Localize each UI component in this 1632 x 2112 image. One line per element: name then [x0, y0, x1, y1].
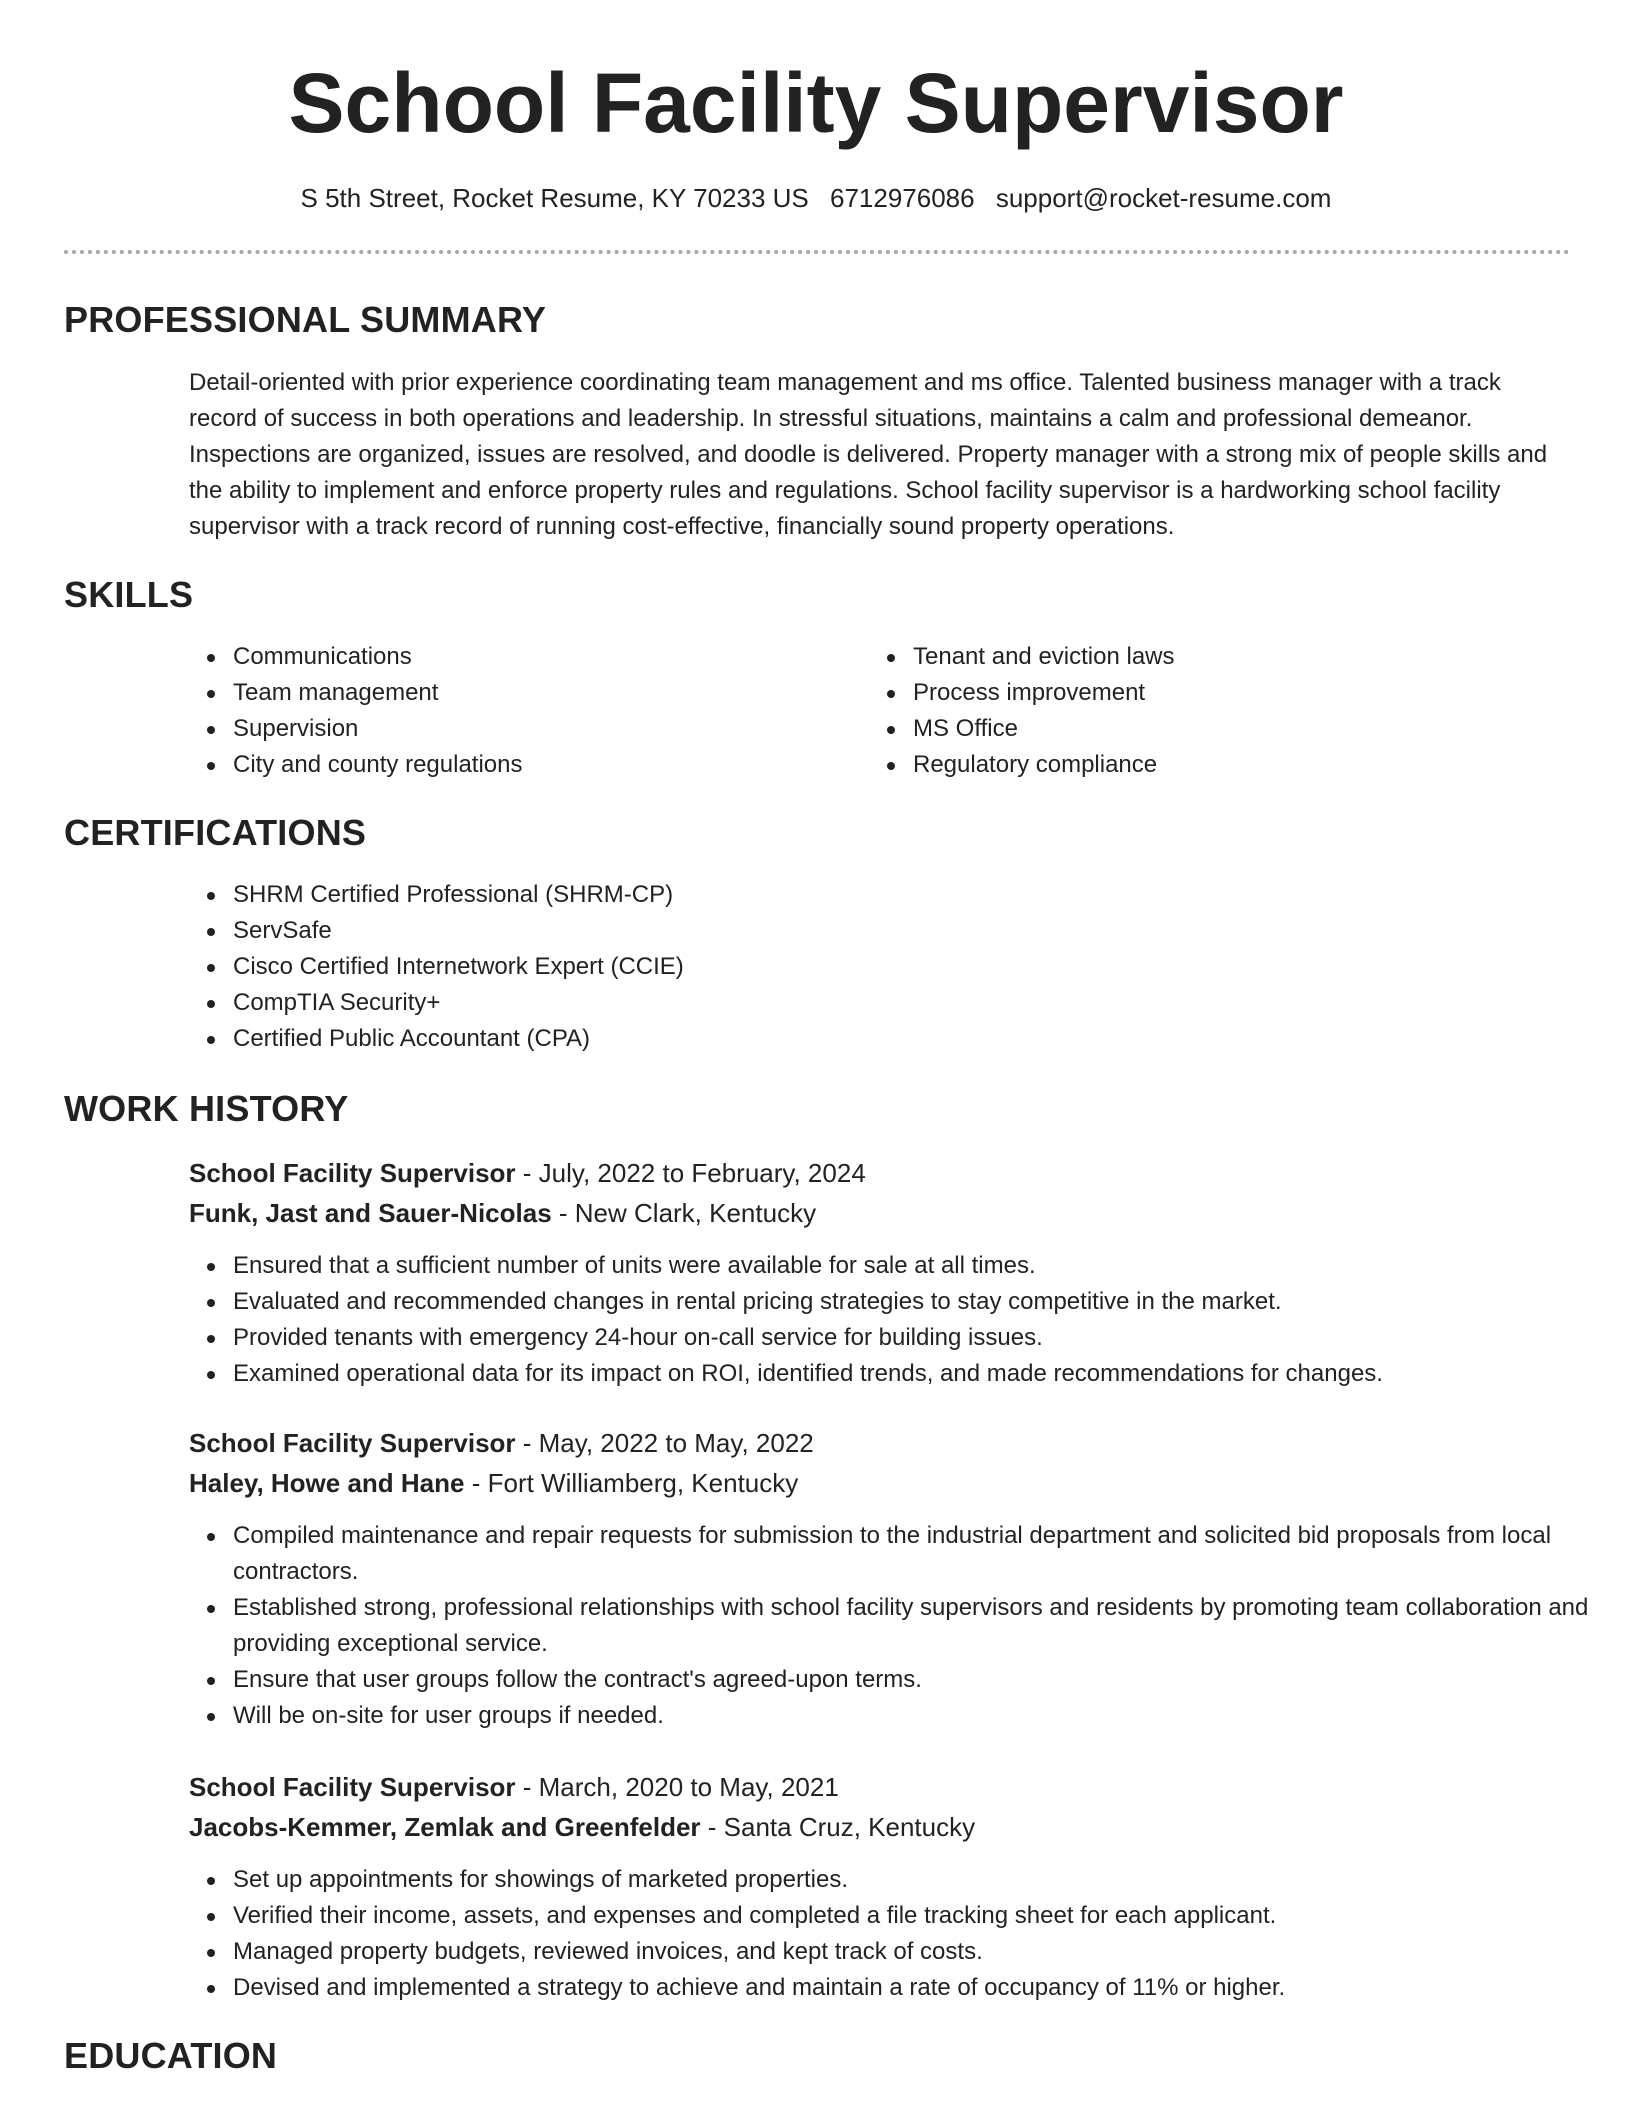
skill-item: MS Office [913, 711, 1553, 747]
job-dates: - May, 2022 to May, 2022 [515, 1428, 814, 1458]
resume-name: School Facility Supervisor [288, 56, 1344, 150]
skill-item: Communications [233, 639, 873, 675]
certification-item: CompTIA Security+ [233, 985, 1613, 1021]
skill-item: City and county regulations [233, 747, 873, 783]
certification-item: ServSafe [233, 913, 1613, 949]
job-company-line [189, 1807, 975, 1847]
job-role: School Facility Supervisor [189, 1158, 516, 1188]
job-location: - Fort Williamberg, Kentucky [464, 1468, 799, 1498]
education-heading: EDUCATION [64, 2035, 278, 2076]
job-duties-list [189, 1518, 1613, 1734]
job-location: - Santa Cruz, Kentucky [700, 1812, 976, 1842]
skill-item: Regulatory compliance [913, 747, 1553, 783]
job-duty: Evaluated and recommended changes in rental pricing strategies to stay competitive in the market. [233, 1284, 1613, 1320]
job-duty: Will be on-site for user groups if needed. [233, 1698, 1613, 1734]
header-divider [64, 250, 1570, 254]
job-title-line [189, 1767, 839, 1807]
job-company: Funk, Jast and Sauer-Nicolas [189, 1198, 552, 1228]
summary-text: Detail-oriented with prior experience coordinating team management and ms office. Talented business manager with a track record of success in both operations and leadership. In stressful situations, maintains a calm and professional demeanor. Inspections are organized, issues are resolved, and doodle is delivered. Property manager with a strong mix of people skills and the ability to implement and enforce property rules and regulations. School facility supervisor is a hardworking school facility supervisor with a track record of running cost-effective, financially sound property operations. [189, 369, 1548, 540]
contact-line [0, 180, 1632, 216]
contact-email: support@rocket-resume.com [995, 183, 1332, 213]
skills-list-right [869, 639, 1553, 783]
job-location: - New Clark, Kentucky [551, 1198, 817, 1228]
work-history-heading: WORK HISTORY [64, 1088, 349, 1129]
job-duty: Compiled maintenance and repair requests for submission to the industrial department and solicited bid proposals from local contractors. [233, 1518, 1613, 1590]
job-duty: Managed property budgets, reviewed invoices, and kept track of costs. [233, 1934, 1613, 1970]
certification-item: Certified Public Accountant (CPA) [233, 1021, 1613, 1057]
job-role: School Facility Supervisor [189, 1772, 516, 1802]
skills-heading: SKILLS [64, 574, 194, 615]
job-title-line [189, 1423, 814, 1463]
job-duty: Verified their income, assets, and expenses and completed a file tracking sheet for each applicant. [233, 1898, 1613, 1934]
job-duties-list [189, 1248, 1613, 1392]
job-duty: Set up appointments for showings of marketed properties. [233, 1862, 1613, 1898]
job-title-line [189, 1153, 866, 1193]
summary-heading: PROFESSIONAL SUMMARY [64, 299, 547, 340]
job-company: Haley, Howe and Hane [189, 1468, 465, 1498]
contact-address: S 5th Street, Rocket Resume, KY 70233 US [300, 183, 809, 213]
job-duty: Ensure that user groups follow the contract's agreed-upon terms. [233, 1662, 1613, 1698]
job-duty: Established strong, professional relationships with school facility supervisors and residents by promoting team collaboration and providing exceptional service. [233, 1590, 1613, 1662]
skill-item: Team management [233, 675, 873, 711]
job-company: Jacobs-Kemmer, Zemlak and Greenfelder [189, 1812, 701, 1842]
skill-item: Tenant and eviction laws [913, 639, 1553, 675]
contact-phone: 6712976086 [830, 183, 975, 213]
job-duty: Examined operational data for its impact on ROI, identified trends, and made recommendations for changes. [233, 1356, 1613, 1392]
skills-list-left [189, 639, 873, 783]
job-duties-list [189, 1862, 1613, 2006]
certification-item: SHRM Certified Professional (SHRM-CP) [233, 877, 1613, 913]
certifications-list [189, 877, 1613, 1057]
job-duty: Ensured that a sufficient number of units were available for sale at all times. [233, 1248, 1613, 1284]
job-duty: Provided tenants with emergency 24-hour on-call service for building issues. [233, 1320, 1613, 1356]
job-duty: Devised and implemented a strategy to achieve and maintain a rate of occupancy of 11% or higher. [233, 1970, 1613, 2006]
job-dates: - July, 2022 to February, 2024 [515, 1158, 866, 1188]
job-role: School Facility Supervisor [189, 1428, 516, 1458]
certification-item: Cisco Certified Internetwork Expert (CCIE) [233, 949, 1613, 985]
certifications-heading: CERTIFICATIONS [64, 812, 367, 853]
job-dates: - March, 2020 to May, 2021 [515, 1772, 839, 1802]
skill-item: Process improvement [913, 675, 1553, 711]
job-company-line [189, 1463, 798, 1503]
skill-item: Supervision [233, 711, 873, 747]
job-company-line [189, 1193, 816, 1233]
